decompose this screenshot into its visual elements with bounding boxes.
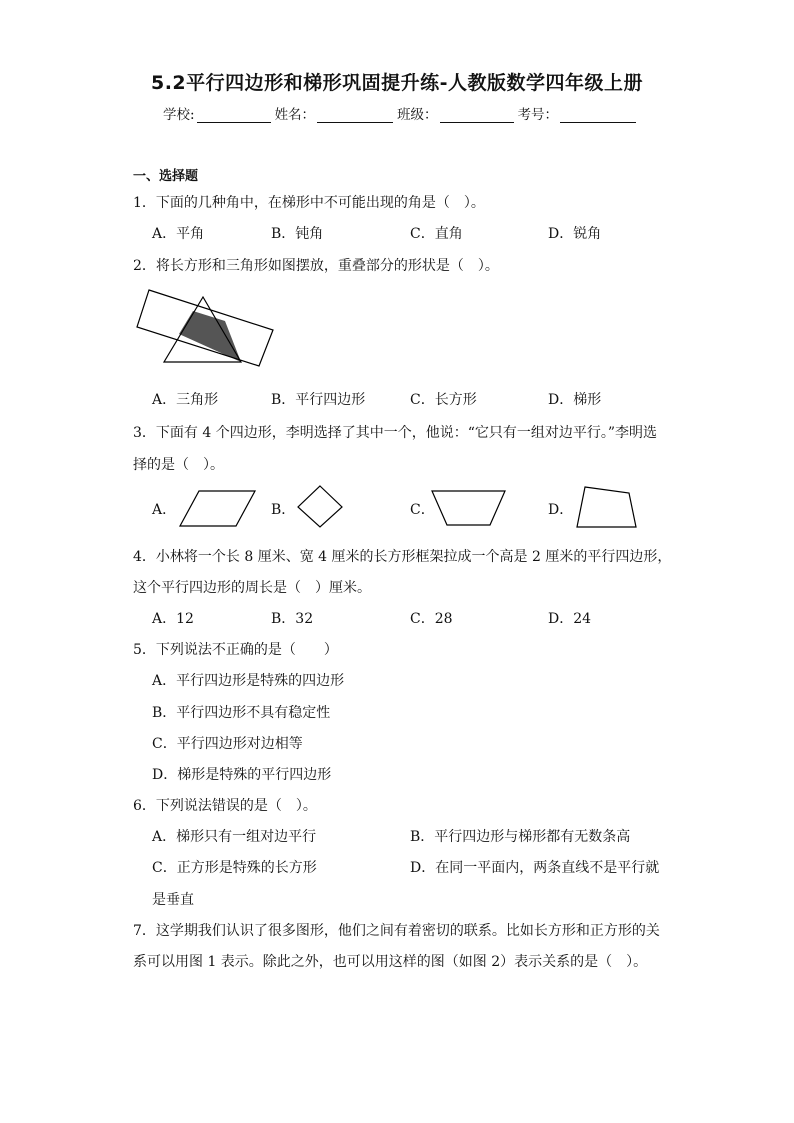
q3-quadrilateral	[577, 487, 636, 527]
q3-option-c[interactable]: C．	[410, 502, 435, 518]
q5-option-b[interactable]: B．平行四边形不具有稳定性	[152, 705, 331, 721]
q5-stem: 5．下列说法不正确的是（ ）	[133, 642, 338, 658]
q7-stem-line2: 系可以用图 1 表示。除此之外，也可以用这样的图（如图 2）表示关系的是（ ）。	[133, 954, 648, 970]
q4-stem-line1: 4．小林将一个长 8 厘米、宽 4 厘米的长方形框架拉成一个高是 2 厘米的平行四边形，	[133, 549, 672, 565]
q7-stem-line1: 7．这学期我们认识了很多图形，他们之间有着密切的联系。比如长方形和正方形的关	[133, 923, 660, 939]
q4-stem-line2: 这个平行四边形的周长是（ ）厘米。	[133, 580, 371, 596]
q1-option-d[interactable]: D．锐角	[548, 226, 602, 242]
page-title: 5.2平行四边形和梯形巩固提升练-人教版数学四年级上册	[150, 72, 644, 94]
q4-option-c[interactable]: C．28	[410, 611, 453, 627]
q2-option-b[interactable]: B．平行四边形	[271, 392, 366, 408]
q3-trapezoid	[432, 491, 505, 525]
q6-option-a[interactable]: A．梯形只有一组对边平行	[152, 829, 317, 845]
q5-option-d[interactable]: D．梯形是特殊的平行四边形	[152, 767, 332, 783]
q3-stem-line2: 择的是（ ）。	[133, 457, 224, 473]
q3-option-b[interactable]: B．	[271, 502, 296, 518]
q6-stem: 6．下列说法错误的是（ ）。	[133, 798, 317, 814]
q1-stem: 1．下面的几种角中，在梯形中不可能出现的角是（ ）。	[133, 195, 485, 211]
q6-option-c[interactable]: C．正方形是特殊的长方形	[152, 860, 317, 876]
q2-option-d[interactable]: D．梯形	[548, 392, 602, 408]
q3-option-d[interactable]: D．	[548, 502, 574, 518]
q1-option-b[interactable]: B．钝角	[271, 226, 324, 242]
name-label: 姓名：	[274, 107, 316, 123]
q3-stem-line1: 3．下面有 4 个四边形，李明选择了其中一个，他说：“它只有一组对边平行。”李明选	[133, 425, 658, 441]
q3-parallelogram	[180, 491, 255, 526]
q4-option-d[interactable]: D．24	[548, 611, 592, 627]
q4-option-a[interactable]: A．12	[152, 611, 194, 627]
q2-option-c[interactable]: C．长方形	[410, 392, 477, 408]
section-heading: 一、选择题	[133, 169, 199, 184]
q2-stem: 2．将长方形和三角形如图摆放，重叠部分的形状是（ ）。	[133, 258, 499, 274]
q1-option-a[interactable]: A．平角	[152, 226, 205, 242]
q4-option-b[interactable]: B．32	[271, 611, 314, 627]
class-label: 班级：	[397, 107, 438, 123]
q3-option-a[interactable]: A．	[152, 502, 177, 518]
q6-option-d-continued: 是垂直	[152, 892, 194, 908]
q5-option-c[interactable]: C．平行四边形对边相等	[152, 736, 303, 752]
q6-option-b[interactable]: B．平行四边形与梯形都有无数条高	[410, 829, 631, 845]
q2-option-a[interactable]: A．三角形	[152, 392, 219, 408]
exam-no-label: 考号：	[517, 107, 559, 123]
q6-option-d[interactable]: D．在同一平面内，两条直线不是平行就	[410, 860, 660, 876]
q5-option-a[interactable]: A．平行四边形是特殊的四边形	[152, 673, 345, 689]
q1-option-c[interactable]: C．直角	[410, 226, 463, 242]
q3-rhombus	[298, 486, 342, 527]
school-label: 学校:	[163, 107, 195, 123]
